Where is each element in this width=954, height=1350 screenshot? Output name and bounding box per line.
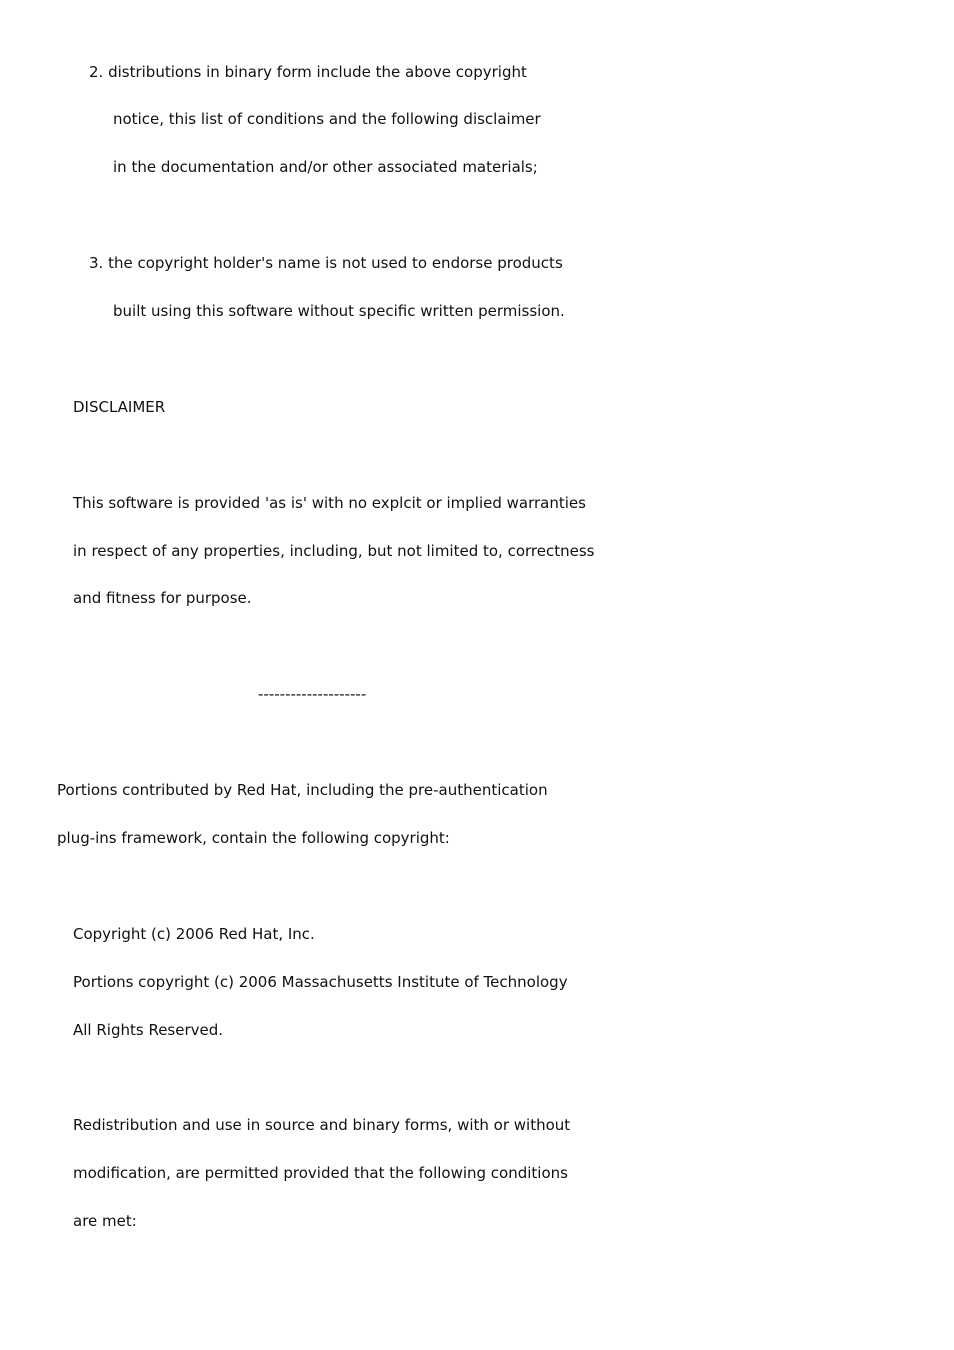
copyright-redhat: Copyright (c) 2006 Red Hat, Inc.	[73, 925, 315, 943]
disclaimer-line1: This software is provided 'as is' with no explcit or implied warranties	[73, 494, 586, 512]
rights-reserved: All Rights Reserved.	[73, 1021, 224, 1039]
redistribution-line3: are met:	[73, 1212, 137, 1230]
item2-line2: notice, this list of conditions and the following disclaimer	[113, 110, 541, 128]
redistribution-line2: modification, are permitted provided that the following conditions	[73, 1164, 568, 1182]
item2-line3: in the documentation and/or other associated materials;	[113, 158, 538, 176]
item2-line1: 2. distributions in binary form include the above copyright	[89, 63, 527, 81]
section-separator: --------------------	[258, 685, 367, 703]
redhat-intro-line1: Portions contributed by Red Hat, including the pre-authentication	[57, 781, 548, 799]
disclaimer-line2: in respect of any properties, including, but not limited to, correctness	[73, 542, 595, 560]
item3-line1: 3. the copyright holder's name is not used to endorse products	[89, 254, 563, 272]
copyright-mit: Portions copyright (c) 2006 Massachusetts Institute of Technology	[73, 973, 568, 991]
redistribution-line1: Redistribution and use in source and binary forms, with or without	[73, 1116, 571, 1134]
item3-line2: built using this software without specific written permission.	[113, 302, 565, 320]
disclaimer-heading: DISCLAIMER	[73, 398, 166, 416]
disclaimer-line3: and fitness for purpose.	[73, 589, 252, 607]
redhat-intro-line2: plug-ins framework, contain the following copyright:	[57, 829, 450, 847]
